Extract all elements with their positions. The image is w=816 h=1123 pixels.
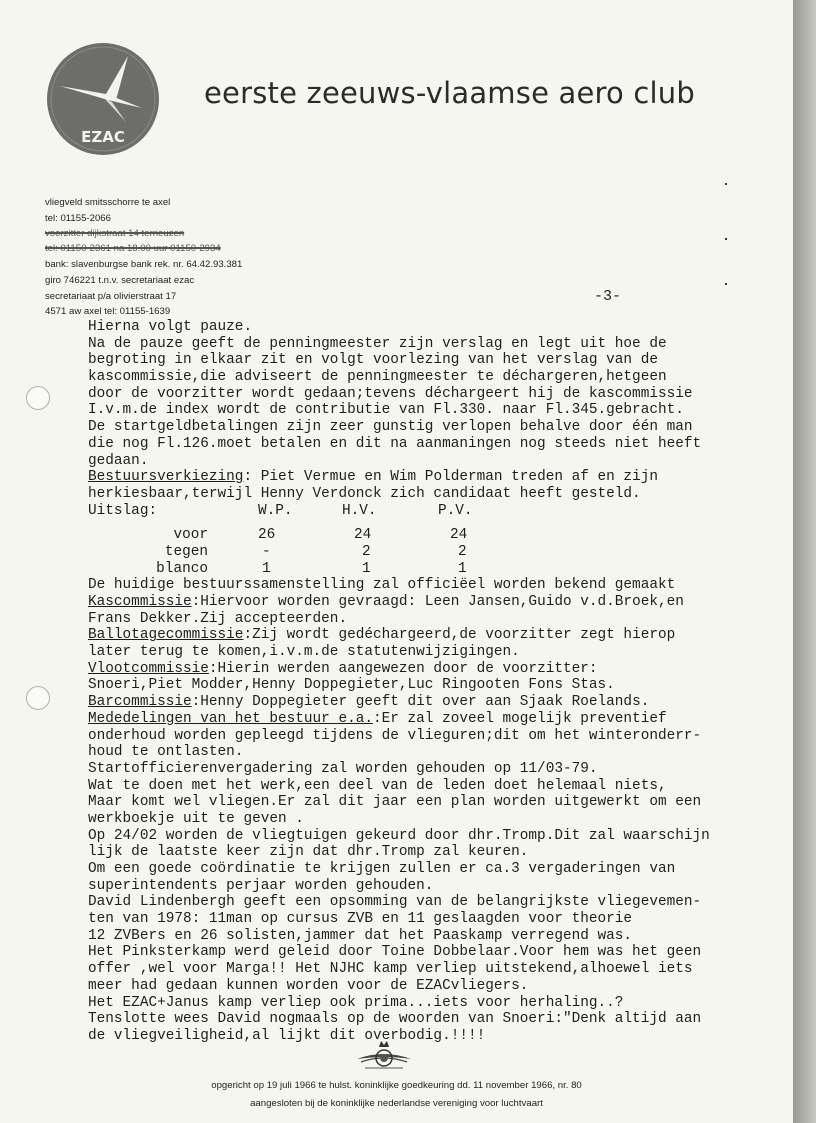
body-line: Frans Dekker.Zij accepteerden. xyxy=(88,610,348,627)
uitslag-cell: 24 xyxy=(450,527,468,544)
body-line: lijk de laatste keer zijn dat dhr.Tromp zal keuren. xyxy=(88,844,529,861)
uitslag-row-label: tegen xyxy=(164,543,208,560)
logo-text: EZAC xyxy=(81,128,125,146)
uitslag-row xyxy=(88,544,788,561)
uitslag-cell: 1 xyxy=(262,560,271,577)
club-name-heading: eerste zeeuws-vlaamse aero club xyxy=(204,76,695,110)
mededelingen-text: :Er zal zoveel mogelijk preventief xyxy=(372,710,667,727)
uitslag-label: Uitslag: xyxy=(88,502,158,519)
body-line: De startgeldbetalingen zijn zeer gunstig verlopen behalve door één man xyxy=(88,419,693,436)
body-line: Snoeri,Piet Modder,Henny Doppegieter,Luc Ringooten Fons Stas. xyxy=(88,677,615,694)
crop-mark xyxy=(725,283,727,285)
body-line: offer ,wel voor Marga!! Het NJHC kamp verliep uitstekend,alhoewel iets xyxy=(88,961,693,978)
uitslag-row-label: blanco xyxy=(156,560,208,577)
vloot-text: :Hierin werden aangewezen door de voorzitter: xyxy=(208,660,598,677)
body-line: Om een goede coördinatie te krijgen zullen er ca.3 vergaderingen van xyxy=(88,861,676,877)
body-line: De huidige bestuurssamenstelling zal officiëel worden bekend gemaakt xyxy=(88,577,676,594)
uitslag-cell: 1 xyxy=(458,560,467,577)
body-line: Hierna volgt pauze. xyxy=(88,319,253,335)
punch-hole-top xyxy=(26,386,50,410)
bar-text: :Henny Doppegieter geeft dit over aan Sjaak Roelands. xyxy=(191,694,650,711)
body-line: Op 24/02 worden de vliegtuigen gekeurd door dhr.Tromp.Dit zal waarschijn xyxy=(88,827,710,844)
uitslag-row xyxy=(88,561,788,578)
address-line-7: secretariaat p/a olivierstraat 17 xyxy=(45,291,177,302)
body-line: Het Pinksterkamp werd geleid door Toine Dobbelaar.Voor hem was het geen xyxy=(88,944,702,961)
ballotage-line xyxy=(88,627,788,644)
body-line: David Lindenbergh geeft een opsomming van de belangrijkste vliegevemen- xyxy=(88,894,702,911)
uitslag-cell: 24 xyxy=(354,527,372,544)
bestuursverkiezing-label: Bestuursverkiezing xyxy=(88,469,244,486)
address-line-3-struck: voorzitter dijkstraat 14 terneuzen xyxy=(45,228,185,239)
uitslag-col-hv: H.V. xyxy=(342,502,377,519)
body-line: die nog Fl.126.moet betalen en dit na aanmaningen nog steeds niet heeft xyxy=(88,435,702,452)
bestuur-heading-line xyxy=(88,469,788,486)
crop-mark xyxy=(725,238,727,240)
body-line: Na de pauze geeft de penningmeester zijn verslag en legt uit hoe de xyxy=(88,335,667,352)
address-line-6: giro 746221 t.n.v. secretariaat ezac xyxy=(45,275,195,286)
body-line: Tenslotte wees David nogmaals op de woorden van Snoeri:"Denk altijd aan xyxy=(88,1011,702,1028)
mededelingen-line xyxy=(88,711,788,728)
minutes-body xyxy=(88,319,788,1045)
body-line: de vliegveiligheid,al lijkt dit overbodig.!!!! xyxy=(88,1027,486,1044)
ballotage-text: :Zij wordt gedéchargeerd,de voorzitter zegt hierop xyxy=(243,627,676,644)
body-line: Wat te doen met het werk,een deel van de leden doet helemaal niets, xyxy=(88,777,667,794)
address-line-2: tel: 01155-2066 xyxy=(45,213,111,224)
body-line: meer had gedaan kunnen worden voor de EZACvliegers. xyxy=(88,977,529,994)
uitslag-cell: 2 xyxy=(458,543,467,560)
bestuur-text: : Piet Vermue en Wim Polderman treden af en zijn xyxy=(243,469,658,486)
barcommissie-label: Barcommissie xyxy=(88,694,192,711)
address-line-4-struck: tel: 01150-2361 na 18.00 uur 01150-2934 xyxy=(45,243,221,254)
footer-line-2: aangesloten bij de koninklijke nederlandse vereniging voor luchtvaart xyxy=(250,1098,543,1109)
body-line: I.v.m.de index wordt de contributie van Fl.330. naar Fl.345.gebracht. xyxy=(88,402,684,419)
bar-line xyxy=(88,694,788,711)
kascommissie-line xyxy=(88,594,788,611)
uitslag-col-wp: W.P. xyxy=(258,502,293,519)
page-number: -3- xyxy=(594,288,622,305)
body-line: later terug te komen,i.v.m.de statutenwijzigingen. xyxy=(88,644,520,661)
body-line: Het EZAC+Janus kamp verliep ook prima...iets voor herhaling..? xyxy=(88,994,624,1011)
uitslag-row-label: voor xyxy=(173,527,208,544)
uitslag-cell: - xyxy=(262,543,271,560)
uitslag-table xyxy=(88,503,788,578)
address-line-5: bank: slavenburgse bank rek. nr. 64.42.93.381 xyxy=(45,259,243,270)
body-line: kascommissie,die adviseert de penningmeester te déchargeren,hetgeen xyxy=(88,369,667,386)
page-edge-shadow xyxy=(793,0,816,1123)
uitslag-cell: 26 xyxy=(258,527,276,544)
uitslag-cell: 2 xyxy=(362,543,371,560)
body-line: houd te ontlasten. xyxy=(88,744,244,761)
uitslag-header-row xyxy=(88,503,788,520)
mededelingen-label: Mededelingen van het bestuur e.a. xyxy=(88,710,373,727)
body-line: werkboekje uit te geven . xyxy=(88,810,304,827)
kascommissie-text: :Hiervoor worden gevraagd: Leen Jansen,Guido v.d.Broek,en xyxy=(191,594,684,610)
address-line-8: 4571 aw axel tel: 01155-1639 xyxy=(45,306,171,317)
body-line: Startofficierenvergadering zal worden gehouden op 11/03-79. xyxy=(88,760,598,777)
body-line: door de voorzitter wordt gedaan;tevens déchargeert hij de kascommissie xyxy=(88,385,693,402)
uitslag-row xyxy=(88,527,788,544)
uitslag-col-pv: P.V. xyxy=(438,502,473,519)
address-line-1: vliegveld smitsschorre te axel xyxy=(45,197,171,208)
footer-line-1: opgericht op 19 juli 1966 te hulst. koninklijke goedkeuring dd. 11 november 1966, nr. 80 xyxy=(211,1080,582,1091)
body-line: ten van 1978: 11man op cursus ZVB en 11 geslaagden voor theorie xyxy=(88,911,633,928)
crop-mark xyxy=(725,183,727,185)
vloot-line xyxy=(88,661,788,678)
punch-hole-bottom xyxy=(26,686,50,710)
knvvl-emblem-icon xyxy=(355,1035,413,1075)
body-line: Maar komt wel vliegen.Er zal dit jaar een plan worden uitgewerkt om een xyxy=(88,794,702,811)
body-line: 12 ZVBers en 26 solisten,jammer dat het Paaskamp verregend was. xyxy=(88,927,633,944)
ballotagecommissie-label: Ballotagecommissie xyxy=(88,627,244,644)
body-line: superintendents perjaar worden gehouden. xyxy=(88,877,434,894)
uitslag-cell: 1 xyxy=(362,560,371,577)
kascommissie-label: Kascommissie xyxy=(88,594,192,610)
ezac-logo-emblem xyxy=(46,42,160,156)
body-line: onderhoud worden gepleegd tijdens de vlieguren;dit om het winteronderr- xyxy=(88,727,702,744)
body-line: begroting in elkaar zit en volgt voorlezing van het verslag van de xyxy=(88,352,658,369)
vlootcommissie-label: Vlootcommissie xyxy=(88,660,209,677)
body-line: herkiesbaar,terwijl Henny Verdonck zich candidaat heeft gesteld. xyxy=(88,485,641,502)
body-line: gedaan. xyxy=(88,452,149,469)
